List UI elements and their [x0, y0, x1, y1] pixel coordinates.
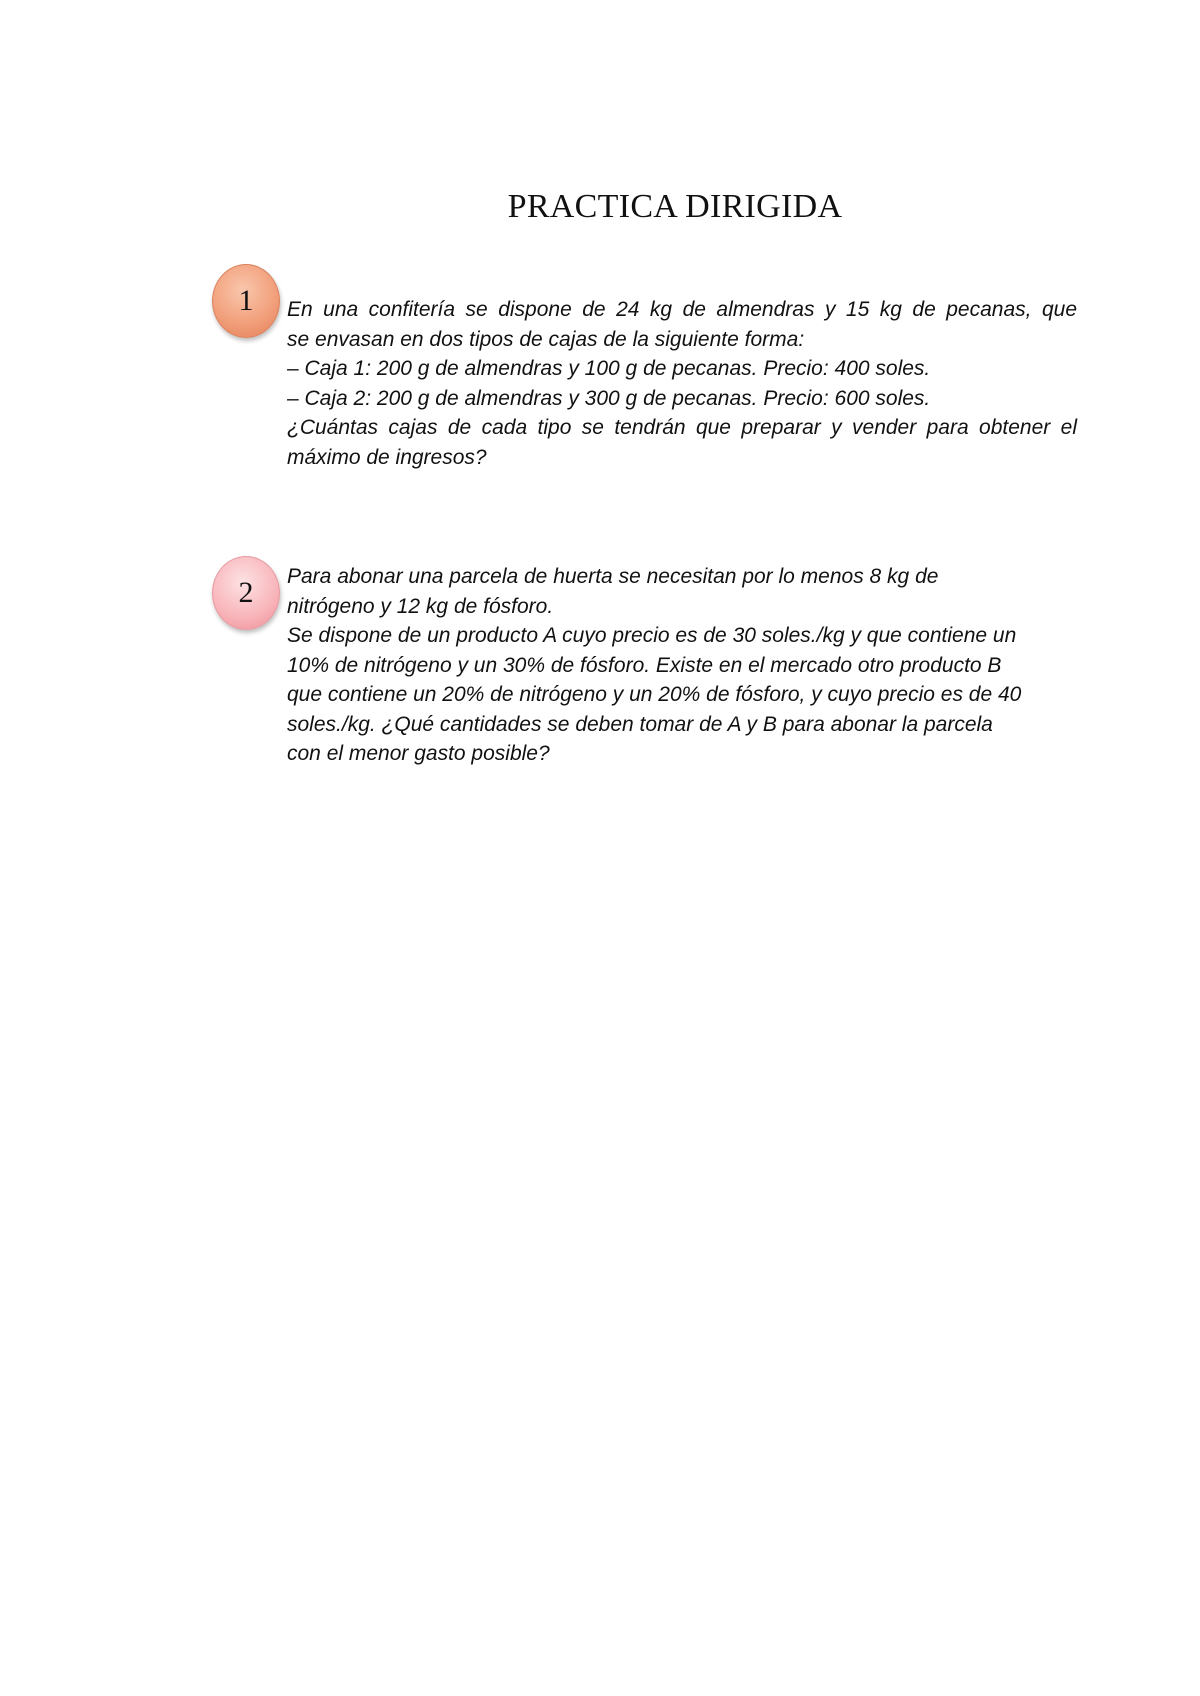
problem-2-line-1: Para abonar una parcela de huerta se necesitan por lo menos 8 kg de	[287, 565, 939, 588]
problem-1-text	[287, 295, 1077, 472]
problem-1-line-4: – Caja 2: 200 g de almendras y 300 g de pecanas. Precio: 600 soles.	[287, 386, 931, 410]
problem-1-line-3: – Caja 1: 200 g de almendras y 100 g de pecanas. Precio: 400 soles.	[287, 357, 931, 380]
problem-1-line-6: máximo de ingresos?	[287, 445, 487, 469]
problem-number-badge-2	[212, 556, 280, 630]
problem-2-line-3: Se dispone de un producto A cuyo precio es de 30 soles./kg y que contiene un	[287, 624, 1017, 647]
problem-1-line-1: En una confitería se dispone de 24 kg de almendras y 15 kg de pecanas, que	[287, 298, 1077, 321]
problem-number-badge-1	[212, 264, 280, 338]
problem-2-line-5: que contiene un 20% de nitrógeno y un 20% de fósforo, y cuyo precio es de 40	[287, 683, 1022, 706]
problem-2-line-6: soles./kg. ¿Qué cantidades se deben tomar de A y B para abonar la parcela	[287, 712, 993, 736]
problem-1-line-2: se envasan en dos tipos de cajas de la siguiente forma:	[287, 327, 805, 351]
problem-2-text	[287, 562, 1087, 769]
problem-number-1: 1	[238, 284, 254, 317]
page-title: PRACTICA DIRIGIDA	[507, 188, 843, 225]
problem-2-line-4: 10% de nitrógeno y un 30% de fósforo. Existe en el mercado otro producto B	[287, 653, 1002, 677]
problem-number-2: 2	[238, 576, 254, 609]
problem-2-line-7: con el menor gasto posible?	[287, 742, 550, 765]
problem-2-line-2: nitrógeno y 12 kg de fósforo.	[287, 594, 554, 618]
problem-1-line-5: ¿Cuántas cajas de cada tipo se tendrán que preparar y vender para obtener el	[287, 416, 1077, 439]
